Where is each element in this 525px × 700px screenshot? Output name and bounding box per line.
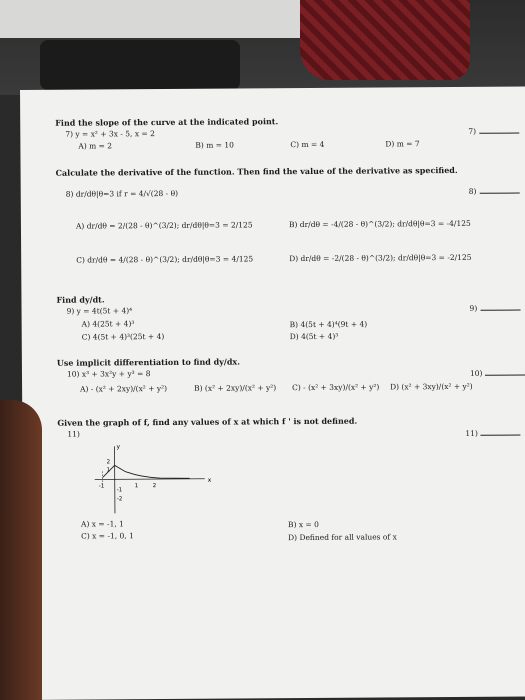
q10-answer-blank: 10) xyxy=(470,368,525,377)
q8-choice-b: B) dr/dθ = -4/(28 - θ)^(3/2); dr/dθ|θ=3 = -4/125 xyxy=(288,218,471,230)
graph-curve xyxy=(103,465,190,479)
q11-choice-c: C) x = -1, 0, 1 xyxy=(81,531,134,541)
graph-xtick-1: 1 xyxy=(134,483,139,490)
q9-choice-c: C) 4(5t + 4)³(25t + 4) xyxy=(81,331,165,342)
q7-choice-a: A) m = 2 xyxy=(78,141,113,151)
q8-choice-a: A) dr/dθ = 2/(28 - θ)^(3/2); dr/dθ|θ=3 = 2/125 xyxy=(75,220,253,231)
worksheet-paper xyxy=(20,86,525,700)
q7-choice-c: C) m = 4 xyxy=(290,139,325,150)
q11-answer-blank: 11) xyxy=(465,429,521,438)
graph-y-label: y xyxy=(116,443,121,451)
q9-answer-blank: 9) xyxy=(470,304,521,313)
q9-choice-b: B) 4(5t + 4)⁴(9t + 4) xyxy=(289,319,368,330)
q11-choice-b: B) x = 0 xyxy=(288,519,319,530)
q9-choice-a: A) 4(25t + 4)³ xyxy=(81,319,135,329)
q11-choice-d: D) Defined for all values of x xyxy=(288,532,397,543)
q10-choice-d: D) (x² + 3xy)/(x² + y²) xyxy=(390,381,473,392)
q10-choice-b: B) (x² + 2xy)/(x² + y²) xyxy=(194,383,277,393)
background-cloth xyxy=(300,0,470,80)
q10-choice-a: A) - (x² + 2xy)/(x² + y²) xyxy=(80,383,168,394)
q7-problem: 7) y = x² + 3x - 5, x = 2 xyxy=(65,129,155,139)
q7-choice-d: D) m = 7 xyxy=(385,139,420,149)
q9-problem: 9) y = 4t(5t + 4)⁴ xyxy=(66,306,133,316)
q7-prompt: Find the slope of the curve at the indicated point. xyxy=(55,116,279,128)
graph-xtick-neg1: -1 xyxy=(98,483,105,490)
background-chair xyxy=(40,40,240,90)
q8-prompt: Calculate the derivative of the function. Then find the value of the derivative as specified. xyxy=(55,164,458,178)
q8-choice-c: C) dr/dθ = 4/(28 - θ)^(3/2); dr/dθ|θ=3 = 4/125 xyxy=(76,254,254,265)
graph-ytick-2: 2 xyxy=(106,459,111,466)
q8-answer-blank: 8) xyxy=(469,187,520,196)
graph-ytick-1: 1 xyxy=(106,467,111,474)
q8-choice-d: D) dr/dθ = -2/(28 - θ)^(3/2); dr/dθ|θ=3 = -2/125 xyxy=(289,252,472,264)
q7-choice-b: B) m = 10 xyxy=(195,140,234,150)
q8-problem: 8) dr/dθ|θ=3 if r = 4/√(28 - θ) xyxy=(65,188,179,199)
q7-answer-blank: 7) xyxy=(468,127,519,136)
background-wall xyxy=(0,0,310,38)
q11-problem: 11) xyxy=(67,429,80,439)
q10-choice-c: C) - (x² + 3xy)/(x² + y²) xyxy=(292,382,380,393)
q11-graph xyxy=(84,441,215,517)
graph-ytick-neg2: -2 xyxy=(116,496,123,503)
graph-x-axis xyxy=(95,479,205,480)
q10-problem: 10) x³ + 3x²y + y³ = 8 xyxy=(66,369,151,379)
graph-xtick-2: 2 xyxy=(152,483,157,490)
graph-ytick-neg1: -1 xyxy=(116,487,123,494)
q11-choice-a: A) x = -1, 1 xyxy=(81,519,124,529)
q9-choice-d: D) 4(5t + 4)³ xyxy=(289,331,339,342)
hand-holding-paper xyxy=(0,400,42,700)
q10-prompt: Use implicit differentiation to find dy/dx. xyxy=(56,356,240,368)
q9-prompt: Find dy/dt. xyxy=(56,294,105,305)
graph-x-label: x xyxy=(207,476,212,484)
q11-prompt: Given the graph of f, find any values of x at which f ' is not defined. xyxy=(57,415,358,428)
